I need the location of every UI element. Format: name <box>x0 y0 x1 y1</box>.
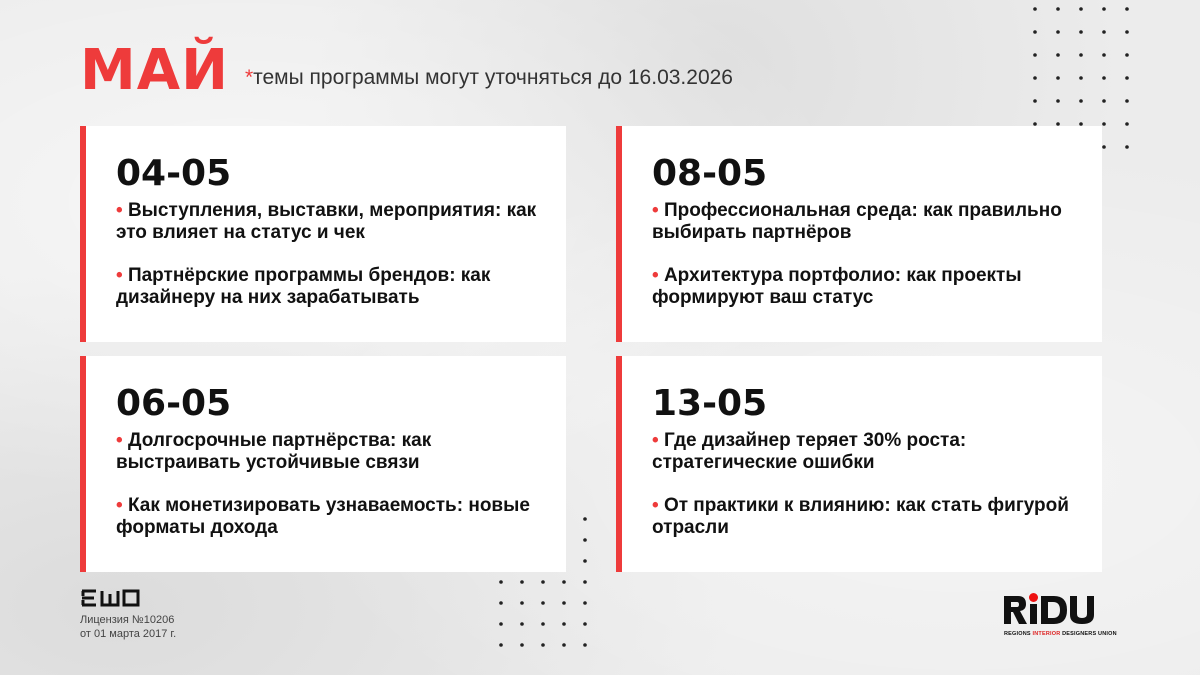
ridu-subtitle: REGIONS INTERIOR DESIGNERS UNION <box>1004 631 1117 637</box>
decor-dot <box>1125 7 1129 11</box>
topic-text: От практики к влиянию: как стать фигурой отрасли <box>652 495 1069 538</box>
decor-dot <box>583 559 587 563</box>
session-date: 06-05 <box>116 383 232 424</box>
decor-dot <box>541 622 545 626</box>
decor-dot <box>583 580 587 584</box>
bullet-icon: • <box>116 200 123 221</box>
topic-item <box>116 430 546 474</box>
decor-dot <box>1079 7 1083 11</box>
decor-dot <box>1056 53 1060 57</box>
session-card-06-05 <box>80 356 566 572</box>
decor-dot <box>1079 53 1083 57</box>
decor-dot <box>1033 30 1037 34</box>
topic-item <box>116 265 546 309</box>
note-asterisk: * <box>244 66 254 89</box>
decor-dot <box>499 643 503 647</box>
decor-dot <box>1033 99 1037 103</box>
topic-text: Как монетизировать узнаваемость: новые форматы дохода <box>116 495 530 538</box>
decor-dot <box>541 601 545 605</box>
decor-dot <box>1102 99 1106 103</box>
license-block <box>80 588 176 641</box>
session-date: 13-05 <box>652 383 768 424</box>
decor-dot <box>562 601 566 605</box>
session-card-13-05 <box>616 356 1102 572</box>
session-date: 08-05 <box>652 153 768 194</box>
topic-item <box>116 200 546 244</box>
decor-dot <box>1033 76 1037 80</box>
decor-dot <box>562 580 566 584</box>
decor-dot <box>499 622 503 626</box>
topic-item <box>652 430 1082 474</box>
decor-dot <box>562 643 566 647</box>
decor-dot <box>583 622 587 626</box>
decor-dot <box>520 601 524 605</box>
decor-dot <box>583 538 587 542</box>
bullet-icon: • <box>652 495 659 516</box>
decor-dot <box>520 643 524 647</box>
bullet-icon: • <box>116 265 123 286</box>
decor-dot <box>541 580 545 584</box>
ridu-logo <box>1004 592 1117 637</box>
decor-dot <box>1125 145 1129 149</box>
decor-dot <box>1079 99 1083 103</box>
decor-dot <box>1125 30 1129 34</box>
session-date: 04-05 <box>116 153 232 194</box>
bullet-icon: • <box>652 265 659 286</box>
ewd-logo <box>80 588 142 608</box>
topic-text: Профессиональная среда: как правильно выбирать партнёров <box>652 200 1062 243</box>
decor-dot <box>1125 122 1129 126</box>
decor-dot <box>1102 7 1106 11</box>
decor-dot <box>1125 53 1129 57</box>
decor-dot <box>1056 7 1060 11</box>
decor-dot <box>1102 53 1106 57</box>
decor-dot <box>520 580 524 584</box>
decor-dot <box>562 622 566 626</box>
note-text: темы программы могут уточняться до 16.03.2026 <box>253 66 733 89</box>
topic-item <box>116 495 546 539</box>
session-card-04-05 <box>80 126 566 342</box>
license-number: Лицензия №10206 <box>80 614 175 626</box>
topic-text: Архитектура портфолио: как проекты формируют ваш статус <box>652 265 1022 308</box>
decor-dot <box>1033 53 1037 57</box>
topic-item <box>652 495 1082 539</box>
decor-dot <box>499 580 503 584</box>
topic-text: Партнёрские программы брендов: как дизайнеру на них зарабатывать <box>116 265 491 308</box>
decor-dot <box>1056 76 1060 80</box>
decor-dot <box>499 601 503 605</box>
decor-dot <box>1033 7 1037 11</box>
decor-dot <box>1125 76 1129 80</box>
program-note <box>245 66 733 90</box>
topic-text: Выступления, выставки, мероприятия: как это влияет на статус и чек <box>116 200 537 243</box>
license-date: от 01 марта 2017 г. <box>80 628 177 640</box>
decor-dot <box>1102 145 1106 149</box>
decor-dot <box>541 643 545 647</box>
decor-dot <box>583 643 587 647</box>
decor-dot <box>1056 99 1060 103</box>
decor-dot <box>1056 30 1060 34</box>
topic-text: Долгосрочные партнёрства: как выстраивать устойчивые связи <box>116 430 432 473</box>
decor-dot <box>1079 30 1083 34</box>
bullet-icon: • <box>116 495 123 516</box>
topic-item <box>652 200 1082 244</box>
decor-dot <box>1102 76 1106 80</box>
bullet-icon: • <box>652 430 659 451</box>
month-title: МАЙ <box>80 38 229 103</box>
decor-dot <box>1079 76 1083 80</box>
decor-dot <box>583 601 587 605</box>
decor-dot <box>520 622 524 626</box>
bullet-icon: • <box>116 430 123 451</box>
ridu-wordmark <box>1004 592 1096 626</box>
decor-dot <box>1125 99 1129 103</box>
bullet-icon: • <box>652 200 659 221</box>
topic-text: Где дизайнер теряет 30% роста: стратегические ошибки <box>652 430 967 473</box>
decor-dot <box>1102 30 1106 34</box>
decor-dot <box>1102 122 1106 126</box>
session-card-08-05 <box>616 126 1102 342</box>
topic-item <box>652 265 1082 309</box>
decor-dot <box>583 517 587 521</box>
header <box>80 32 733 102</box>
